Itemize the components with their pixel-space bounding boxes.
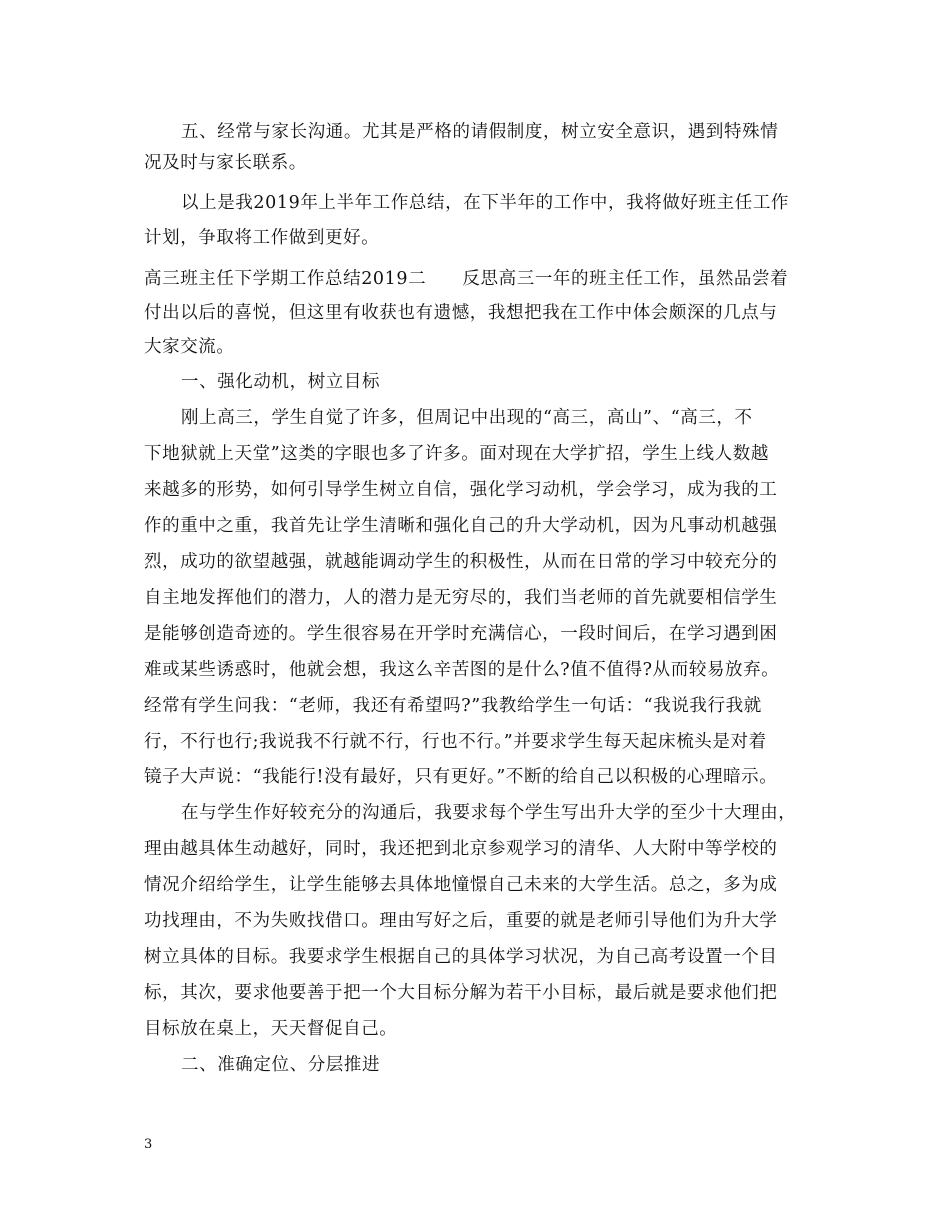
text-line: 功找理由，不为失败找借口。理由写好之后，重要的就是老师引导他们为升大学 bbox=[144, 911, 778, 931]
text-line: 下地狱就上天堂”这类的字眼也多了许多。面对现在大学扩招，学生上线人数越 bbox=[144, 444, 769, 464]
text-line: 来越多的形势，如何引导学生树立自信，强化学习动机，学会学习，成为我的工 bbox=[144, 480, 778, 500]
text-line: 难或某些诱惑时，他就会想，我这么辛苦图的是什么?值不值得?从而较易放弃。 bbox=[144, 660, 780, 680]
text-line: 标，其次，要求他要善于把一个大目标分解为若干小目标，最后就是要求他们把 bbox=[144, 983, 778, 1003]
text-line: 镜子大声说：“我能行!没有最好，只有更好。”不断的给自己以积极的心理暗示。 bbox=[144, 767, 778, 787]
text-line: 情况介绍给学生，让学生能够去具体地憧憬自己未来的大学生活。总之，多为成 bbox=[144, 875, 778, 895]
text-line: 刚上高三，学生自觉了许多，但周记中出现的“高三，高山”、“高三，不 bbox=[181, 408, 753, 428]
text-line: 经常有学生问我：“老师，我还有希望吗?”我教给学生一句话：“我说我行我就 bbox=[144, 696, 762, 716]
text-line: 高三班主任下学期工作总结2019二 反思高三一年的班主任工作，虽然品尝着 bbox=[144, 269, 789, 289]
text-line: 烈，成功的欲望越强，就越能调动学生的积极性，从而在日常的学习中较充分的 bbox=[144, 552, 778, 572]
text-line: 五、经常与家长沟通。尤其是严格的请假制度，树立安全意识，遇到特殊情 bbox=[181, 122, 779, 142]
page-number: 3 bbox=[144, 1137, 153, 1152]
text-line: 是能够创造奇迹的。学生很容易在开学时充满信心，一段时间后，在学习遇到困 bbox=[144, 624, 778, 644]
text-line: 计划，争取将工作做到更好。 bbox=[144, 228, 380, 248]
section-heading: 一、强化动机，树立目标 bbox=[181, 372, 381, 392]
text-line: 大家交流。 bbox=[144, 337, 235, 357]
section-heading: 二、准确定位、分层推进 bbox=[181, 1055, 381, 1075]
text-line: 在与学生作好较充分的沟通后，我要求每个学生写出升大学的至少十大理由， bbox=[181, 803, 797, 823]
text-line: 付出以后的喜悦，但这里有收获也有遗憾，我想把我在工作中体会颇深的几点与 bbox=[144, 303, 778, 323]
text-line: 行，不行也行;我说我不行就不行，行也不行。”并要求学生每天起床梳头是对着 bbox=[144, 732, 767, 752]
text-line: 作的重中之重，我首先让学生清晰和强化自己的升大学动机，因为凡事动机越强 bbox=[144, 516, 778, 536]
text-line: 目标放在桌上，天天督促自己。 bbox=[144, 1019, 398, 1039]
text-line: 理由越具体生动越好，同时，我还把到北京参观学习的清华、人大附中等学校的 bbox=[144, 839, 778, 859]
text-line: 况及时与家长联系。 bbox=[144, 153, 307, 173]
text-line: 树立具体的目标。我要求学生根据自己的具体学习状况，为自己高考设置一个目 bbox=[144, 947, 778, 967]
text-line: 以上是我2019年上半年工作总结，在下半年的工作中，我将做好班主任工作 bbox=[181, 193, 790, 213]
text-line: 自主地发挥他们的潜力，人的潜力是无穷尽的，我们当老师的首先就要相信学生 bbox=[144, 588, 778, 608]
